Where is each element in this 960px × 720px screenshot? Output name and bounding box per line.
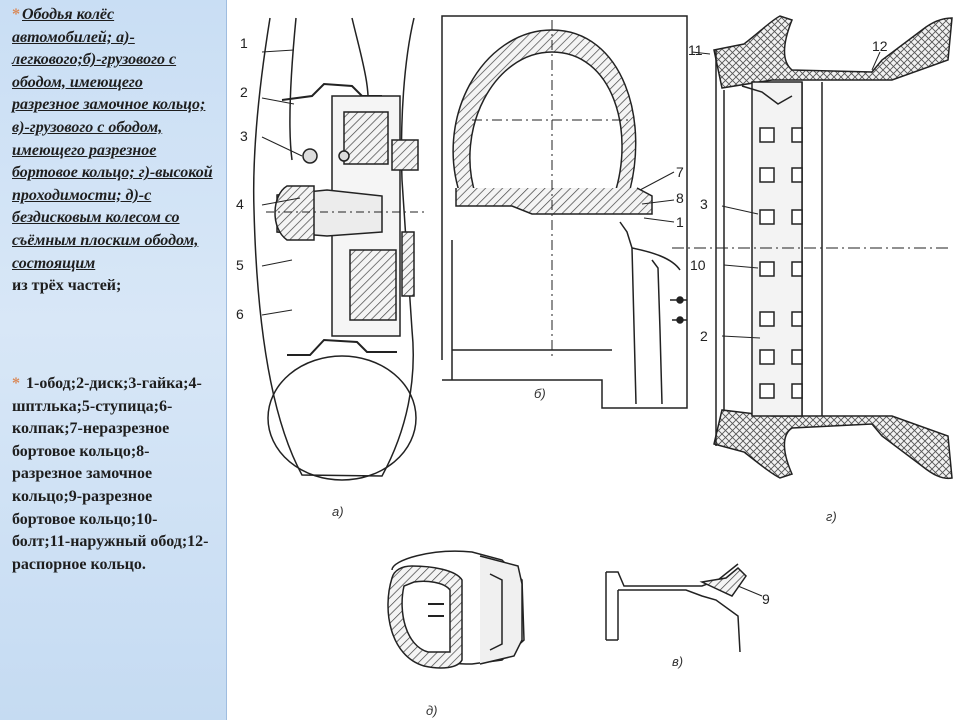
callout-b-1: 1 (676, 214, 684, 230)
drawing-g (672, 16, 952, 478)
drawing-d (388, 551, 524, 668)
callout-a-5: 5 (236, 257, 244, 273)
callout-g-2: 2 (700, 328, 708, 344)
callout-a-1: 1 (240, 35, 248, 51)
callout-a-4: 4 (236, 196, 244, 212)
label-d: д) (426, 703, 438, 718)
caption-tail: из трёх частей; (12, 277, 122, 295)
caption-bullet (12, 4, 214, 298)
callout-v-9: 9 (762, 591, 770, 607)
callout-a-6: 6 (236, 306, 244, 322)
label-v: в) (672, 654, 684, 669)
label-a: а) (332, 504, 344, 519)
callout-a-2: 2 (240, 84, 248, 100)
callout-b-7: 7 (676, 164, 684, 180)
figure-panel (232, 0, 960, 720)
callout-g-11: 11 (688, 42, 703, 58)
bullet-star-icon: * (12, 375, 20, 392)
label-g: г) (826, 509, 837, 524)
callouts-b (676, 164, 684, 230)
drawing-b (442, 16, 687, 408)
drawing-v (606, 564, 762, 652)
legend-bullet (12, 373, 214, 576)
legend-text: 1-обод;2-диск;3-гайка;4-шптлька;5-ступица;6-колпак;7-неразрезное бортовое кольцо;8-разрезное замочное кольцо;9-разрезное бортовое кольцо;10-болт;11-наружный обод;12-распорное кольцо. (12, 375, 209, 573)
callout-g-3: 3 (700, 196, 708, 212)
callout-g-10: 10 (690, 257, 706, 273)
bullet-star-icon: * (12, 6, 20, 23)
callout-g-12: 12 (872, 38, 888, 54)
drawing-a (254, 18, 428, 480)
label-b: б) (534, 386, 546, 401)
callouts-a (236, 35, 248, 322)
wheel-rims-drawing (232, 0, 960, 720)
callout-a-3: 3 (240, 128, 248, 144)
callout-b-8: 8 (676, 190, 684, 206)
caption-panel (0, 0, 227, 720)
caption-text: Ободья колёс автомобилей; а)-легкового;б)-грузового с ободом, имеющего разрезное замочное кольцо; в)-грузового с ободом, имеющего разрезное бортовое кольцо; г)-высокой проходимости; д)-с бездисковым колесом со съёмным плоским ободом, состоящим (12, 6, 213, 272)
